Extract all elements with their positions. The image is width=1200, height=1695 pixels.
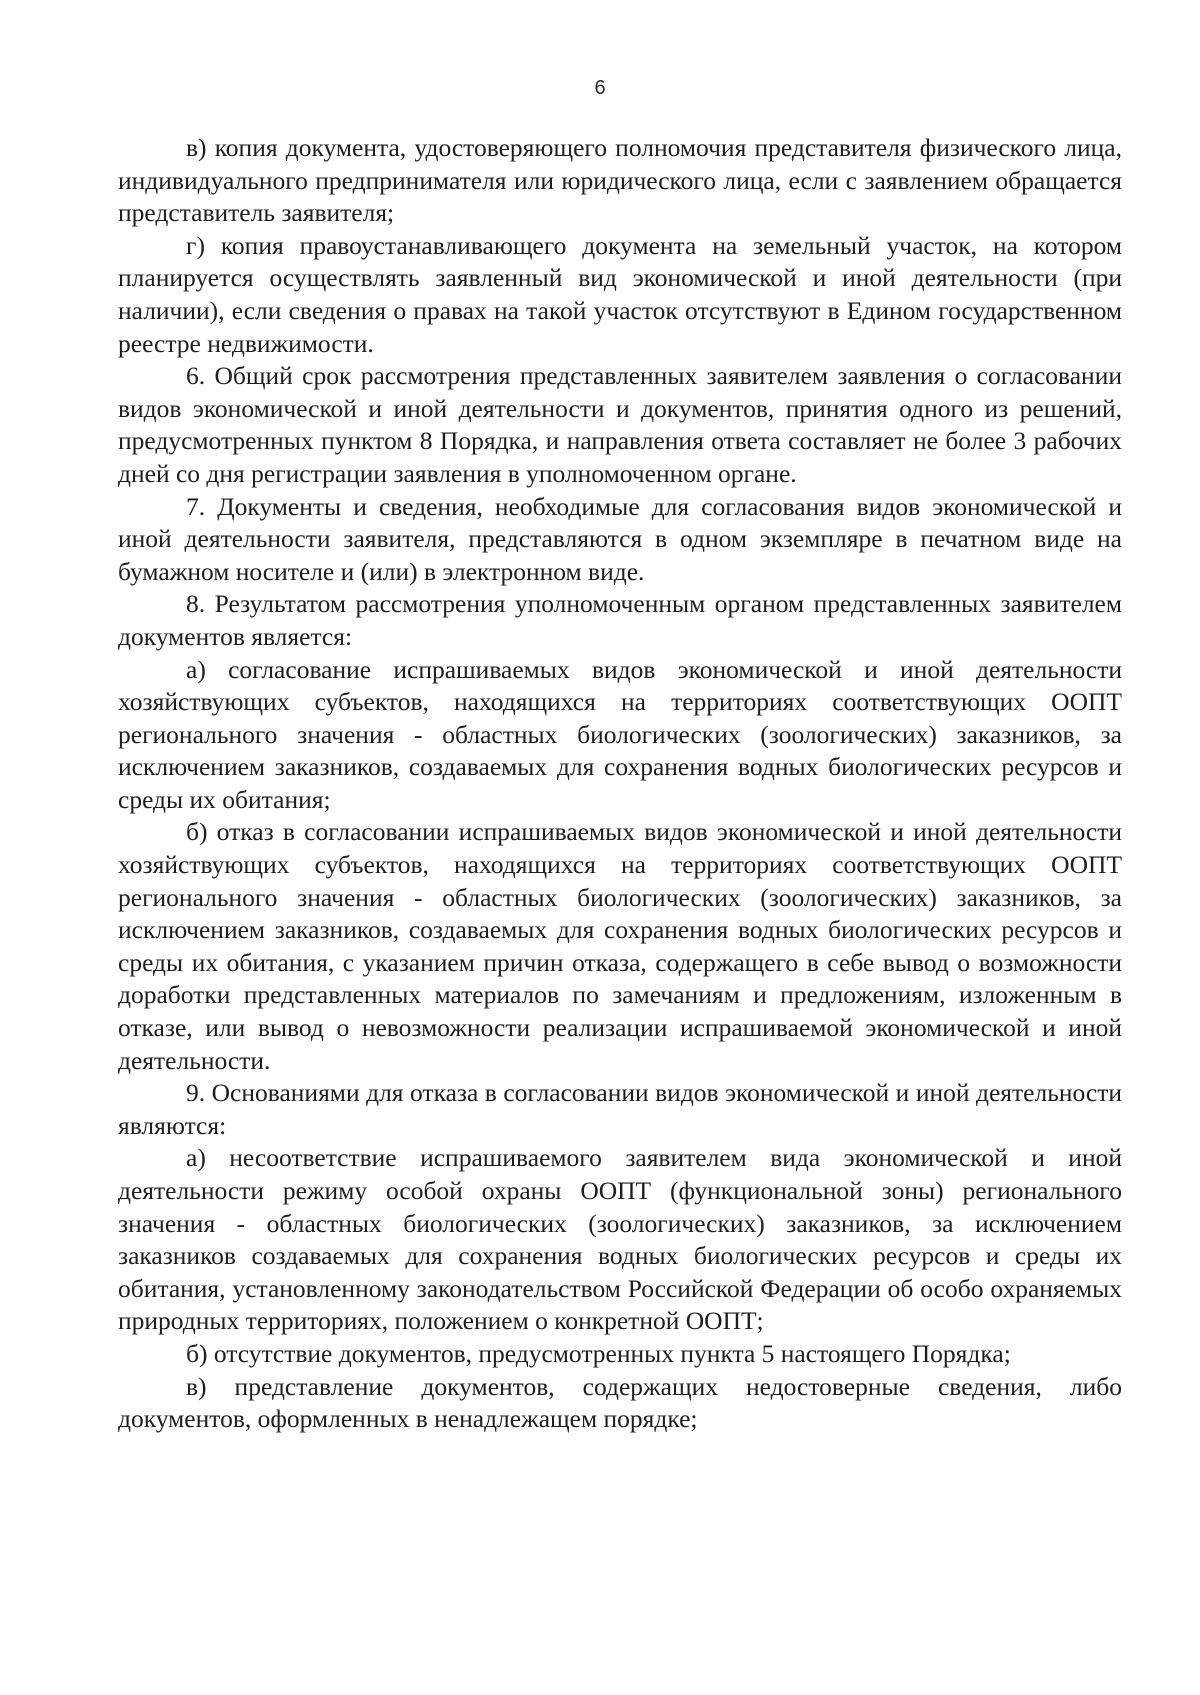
paragraph-5g: г) копия правоустанавливающего документа на земельный участок, на котором планируется осуществлять заявленный вид экономической и иной деятельности (при наличии), если сведения о правах на такой участок отсутствуют в Едином государственном реестре недвижимости. — [118, 230, 1122, 358]
paragraph-8a: а) согласование испрашиваемых видов экономической и иной деятельности хозяйствующих субъектов, находящихся на территориях соответствующих ООПТ регионального значения - областных биологических (зоологических) заказников, за исключением заказников, создаваемых для сохранения водных биологических ресурсов и среды их обитания; — [118, 654, 1122, 814]
paragraph-5v: в) копия документа, удостоверяющего полномочия представителя физического лица, индивидуального предпринимателя или юридического лица, если с заявлением обращается представитель заявителя; — [118, 133, 1122, 228]
paragraph-6: 6. Общий срок рассмотрения представленных заявителем заявления о согласовании видов экономической и иной деятельности и документов, принятия одного из решений, предусмотренных пунктом 8 Порядка, и направления ответа составляет не более 3 рабочих дней со дня регистрации заявления в уполномоченном органе. — [118, 361, 1122, 488]
paragraph-9b: б) отсутствие документов, предусмотренных пункта 5 настоящего Порядка; — [186, 1338, 1011, 1368]
paragraph-9a: а) несоответствие испрашиваемого заявителем вида экономической и иной деятельности режиму особой охраны ООПТ (функциональной зоны) регионального значения - областных биологических (зоологических) заказников, за исключением заказников создаваемых для сохранения водных биологических ресурсов и среды их обитания, установленному законодательством Российской Федерации об особо охраняемых природных территориях, положением о конкретной ООПТ; — [118, 1143, 1122, 1336]
document-body — [118, 132, 1122, 1436]
page-number: 6 — [594, 77, 606, 99]
paragraph-8b: б) отказ в согласовании испрашиваемых видов экономической и иной деятельности хозяйствующих субъектов, находящихся на территориях соответствующих ООПТ регионального значения - областных биологических (зоологических) заказников, за исключением заказников, создаваемых для сохранения водных биологических ресурсов и среды их обитания, с указанием причин отказа, содержащего в себе вывод о возможности доработки представленных материалов по замечаниям и предложениям, изложенным в отказе, или вывод о невозможности реализации испрашиваемой экономической и иной деятельности. — [118, 817, 1122, 1075]
paragraph-9v: в) представление документов, содержащих недостоверные сведения, либо документов, оформленных в ненадлежащем порядке; — [118, 1371, 1122, 1434]
paragraph-9: 9. Основаниями для отказа в согласовании видов экономической и иной деятельности являются: — [118, 1078, 1122, 1140]
paragraph-7: 7. Документы и сведения, необходимые для согласования видов экономической и иной деятельности заявителя, представляются в одном экземпляре в печатном виде на бумажном носителе и (или) в электронном виде. — [118, 491, 1122, 586]
paragraph-8: 8. Результатом рассмотрения уполномоченным органом представленных заявителем документов является: — [118, 589, 1122, 651]
